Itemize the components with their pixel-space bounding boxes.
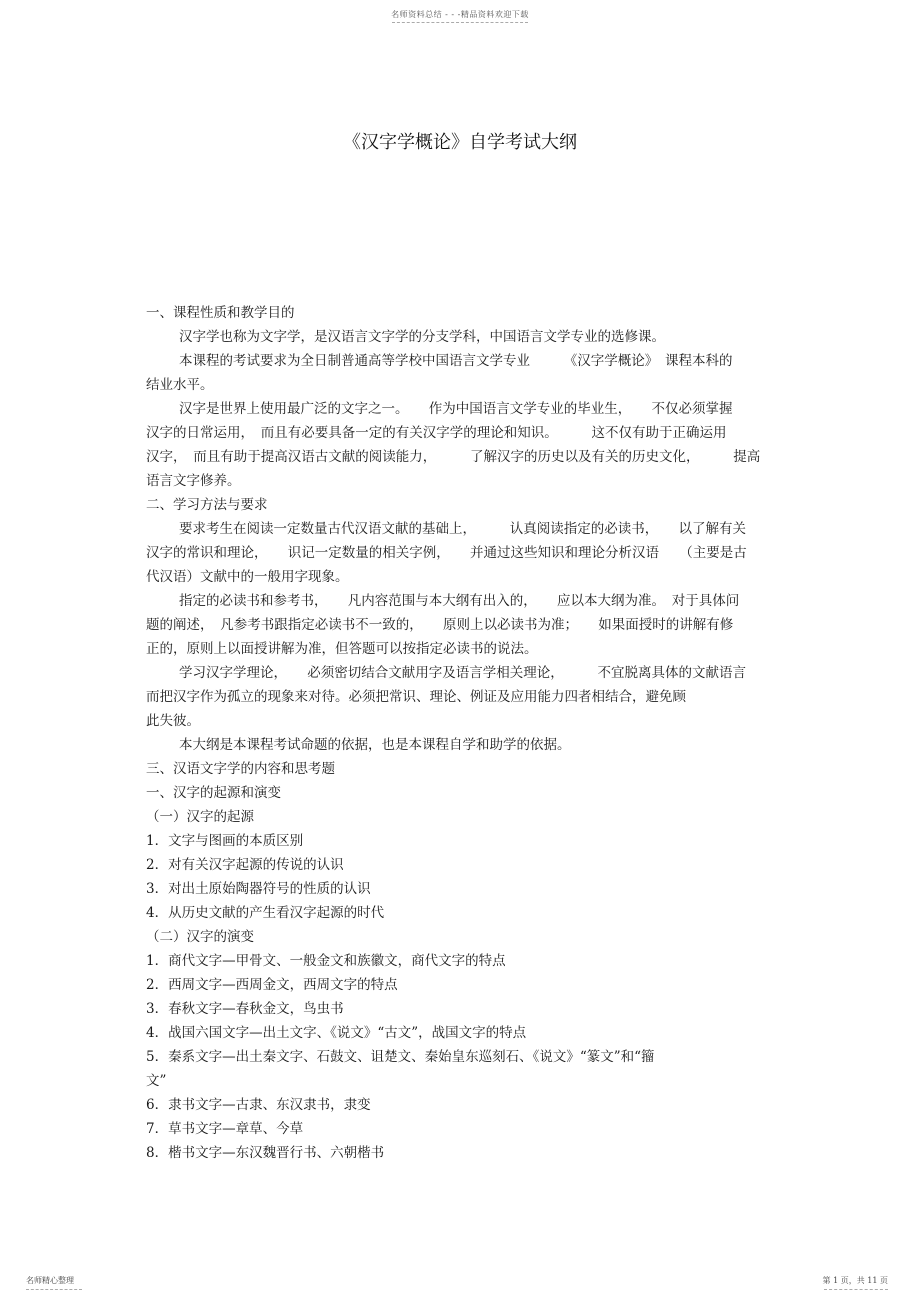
paragraph-line: 要求考生在阅读一定数量古代汉语文献的基础上， 认真阅读指定的必读书， 以了解有关 <box>179 521 746 537</box>
paragraph-line: 代汉语）文献中的一般用字现象。 <box>146 569 349 585</box>
footer-left-note: 名师精心整理 <box>26 1276 74 1285</box>
footer-left-divider <box>26 1289 82 1290</box>
list-item: 6．隶书文字—古隶、东汉隶书，隶变 <box>146 1097 371 1113</box>
paragraph-line: 汉字的常识和理论， 识记一定数量的相关字例， 并通过这些知识和理论分析汉语 （主要是古 <box>146 545 747 561</box>
paragraph-line: 结业水平。 <box>146 377 214 393</box>
list-item: 文” <box>146 1073 167 1089</box>
list-item: 1．商代文字—甲骨文、一般金文和族徽文，商代文字的特点 <box>146 953 506 969</box>
paragraph-line: 汉字学也称为文字学，是汉语言文字学的分支学科，中国语言文学专业的选修课。 <box>179 329 665 345</box>
page-header: 名师资料总结 - - -精品资料欢迎下载 <box>391 10 529 19</box>
list-item: 4．战国六国文字—出土文字、《说文》“古文”，战国文字的特点 <box>146 1025 527 1041</box>
paragraph-line: 此失彼。 <box>146 713 200 729</box>
list-item: 2．对有关汉字起源的传说的认识 <box>146 857 344 873</box>
paragraph-line: 正的，原则上以面授讲解为准，但答题可以按指定必读书的说法。 <box>146 641 538 657</box>
paragraph-line: 语言文字修养。 <box>146 473 241 489</box>
section-heading: 二、学习方法与要求 <box>146 497 268 513</box>
list-item: 3．对出土原始陶器符号的性质的认识 <box>146 881 371 897</box>
paragraph-line: 指定的必读书和参考书， 凡内容范围与本大纲有出入的， 应以本大纲为准。 对于具体问 <box>179 593 740 609</box>
page-number: 第 1 页，共 11 页 <box>822 1276 888 1285</box>
paragraph-line: 汉字的日常运用， 而且有必要具备一定的有关汉字学的理论和知识。 这不仅有助于正确运用 <box>146 425 727 441</box>
list-item: 7．草书文字—章草、今草 <box>146 1121 304 1137</box>
paragraph-line: 本大纲是本课程考试命题的依据，也是本课程自学和助学的依据。 <box>179 737 571 753</box>
paragraph-line: 题的阐述， 凡参考书跟指定必读书不一致的， 原则上以必读书为准； 如果面授时的讲解有修 <box>146 617 734 633</box>
paragraph-line: 汉字是世界上使用最广泛的文字之一。 作为中国语言文学专业的毕业生， 不仅必须掌握 <box>179 401 733 417</box>
paragraph-line: 本课程的考试要求为全日制普通高等学校中国语言文学专业 《汉字学概论》 课程本科的 <box>179 353 733 369</box>
header-divider <box>392 22 528 23</box>
footer-right-divider <box>824 1289 888 1290</box>
subsection-heading: 一、汉字的起源和演变 <box>146 785 281 801</box>
list-item: 5．秦系文字—出土秦文字、石鼓文、诅楚文、秦始皇东巡刻石、《说文》“篆文”和“籀 <box>146 1049 655 1065</box>
document-body <box>146 301 796 1165</box>
document-title: 《汉字学概论》自学考试大纲 <box>343 132 577 153</box>
subsection-heading: （一）汉字的起源 <box>146 809 254 825</box>
list-item: 3．春秋文字—春秋金文，鸟虫书 <box>146 1001 344 1017</box>
subsection-heading: （二）汉字的演变 <box>146 929 254 945</box>
list-item: 4．从历史文献的产生看汉字起源的时代 <box>146 905 385 921</box>
list-item: 8．楷书文字—东汉魏晋行书、六朝楷书 <box>146 1145 385 1161</box>
list-item: 1．文字与图画的本质区别 <box>146 833 304 849</box>
paragraph-line: 汉字， 而且有助于提高汉语古文献的阅读能力， 了解汉字的历史以及有关的历史文化， 提高 <box>146 449 761 465</box>
paragraph-line: 学习汉字学理论， 必须密切结合文献用字及语言学相关理论， 不宜脱离具体的文献语言 <box>179 665 746 681</box>
section-heading: 三、汉语文字学的内容和思考题 <box>146 761 335 777</box>
list-item: 2．西周文字—西周金文，西周文字的特点 <box>146 977 398 993</box>
section-heading: 一、课程性质和教学目的 <box>146 305 295 321</box>
paragraph-line: 而把汉字作为孤立的现象来对待。必须把常识、理论、例证及应用能力四者相结合，避免顾 <box>146 689 686 705</box>
